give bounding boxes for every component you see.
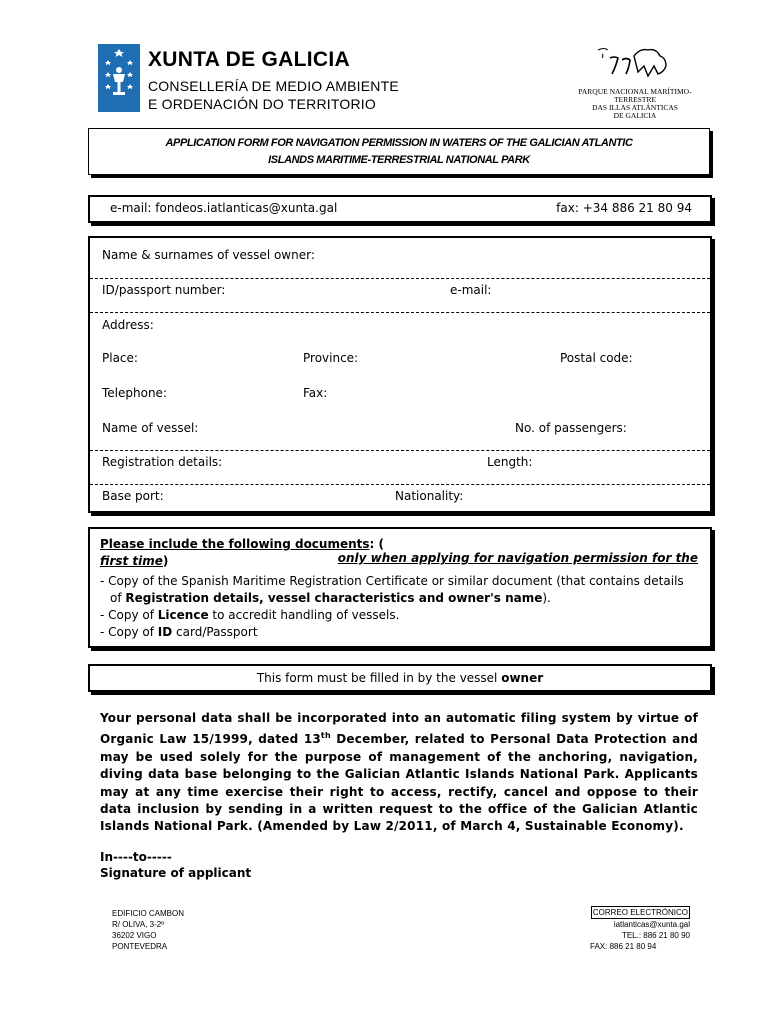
divider xyxy=(90,450,710,451)
brand-subtitle-line1: CONSELLERÍA DE MEDIO AMBIENTE xyxy=(148,78,399,94)
province-label: Province: xyxy=(303,351,359,365)
id-passport-label: ID/passport number: xyxy=(102,283,226,297)
doc-item-bold: Licence xyxy=(157,608,209,622)
signature-label: Signature of applicant xyxy=(100,866,252,880)
postal-code-label: Postal code: xyxy=(560,351,633,365)
doc-item-text: - Copy of xyxy=(100,608,158,622)
document-item-2 xyxy=(100,608,399,622)
form-title-line1: APPLICATION FORM FOR NAVIGATION PERMISSION IN WATERS OF THE GALICIAN ATLANTIC xyxy=(165,137,633,149)
doc-item-bold: Registration details, vessel characteristics and owner's name xyxy=(125,591,543,605)
documents-heading-close: ) xyxy=(162,554,169,568)
form-title xyxy=(89,129,709,169)
footer-address-line: 36202 VIGO xyxy=(112,931,157,940)
fax-label: Fax: xyxy=(303,386,328,400)
divider xyxy=(90,484,710,485)
galicia-crest-logo xyxy=(98,44,140,112)
document-item-1-cont xyxy=(110,591,551,605)
national-park-name xyxy=(560,88,710,120)
doc-item-text: ). xyxy=(542,591,551,605)
privacy-statement xyxy=(100,710,698,836)
national-park-logo xyxy=(594,46,674,80)
documents-heading-cont xyxy=(100,554,168,568)
contact-fax: fax: +34 886 21 80 94 xyxy=(556,201,692,215)
documents-heading-note2: first time xyxy=(100,554,163,568)
contact-email: e-mail: fondeos.iatlanticas@xunta.gal xyxy=(110,201,338,215)
email-label: e-mail: xyxy=(450,283,492,297)
documents-heading-text: Please include the following documents xyxy=(100,537,370,551)
divider xyxy=(90,278,710,279)
doc-item-text: to accredit handling of vessels. xyxy=(208,608,400,622)
footer-email: iatlanticas@xunta.gal xyxy=(613,920,690,929)
registration-label: Registration details: xyxy=(102,455,223,469)
base-port-label: Base port: xyxy=(102,489,164,503)
footer-address-line: PONTEVEDRA xyxy=(112,942,168,951)
doc-item-text: card/Passport xyxy=(172,625,258,639)
park-line-1: PARQUE NACIONAL MARÍTIMO-TERRESTRE xyxy=(578,87,692,104)
place-date-line: In----to----- xyxy=(100,850,172,864)
park-line-3: DE GALICIA xyxy=(613,111,657,120)
place-label: Place: xyxy=(102,351,138,365)
owner-notice xyxy=(90,666,710,685)
privacy-text-2: December, related to Personal Data Protection and may be used solely for the purpose of management of the anchoring, navigation, diving data base belonging to the Galician Atlantic Islands National Park. Applicants may at any time exercise their right to access, rectify, cancel and oppose to their data inclusion by sending in a written request to the office of the Galician Atlantic Islands National Park. (Amended by Law 2/2011, of March 4, Sustainable Economy). xyxy=(100,732,698,834)
privacy-text-1: Your personal data shall be incorporated into an automatic filing system by virtue of Organic Law 15/1999, dated 13 xyxy=(100,711,698,747)
owner-notice-text: This form must be filled in by the vessel xyxy=(256,671,502,685)
footer-contact-header: CORREO ELECTRÓNICO xyxy=(592,908,688,917)
privacy-superscript: th xyxy=(320,731,331,741)
nationality-label: Nationality: xyxy=(395,489,464,503)
documents-heading-colon: : ( xyxy=(369,537,384,551)
documents-heading-note: only when applying for navigation permission for the xyxy=(337,551,698,565)
footer-fax: FAX: 886 21 80 94 xyxy=(590,942,657,951)
owner-notice-box xyxy=(88,664,712,692)
brand-title: XUNTA DE GALICIA xyxy=(148,48,350,71)
form-title-box xyxy=(88,128,710,175)
passengers-label: No. of passengers: xyxy=(515,421,627,435)
form-title-line2: ISLANDS MARITIME-TERRESTRIAL NATIONAL PARK xyxy=(268,154,530,166)
divider xyxy=(90,312,710,313)
required-documents-box xyxy=(88,527,712,648)
document-item-1: - Copy of the Spanish Maritime Registration Certificate or similar document (that contains details xyxy=(100,574,684,588)
documents-heading xyxy=(100,537,698,565)
doc-item-text: of xyxy=(110,591,126,605)
owner-name-label: Name & surnames of vessel owner: xyxy=(102,248,315,262)
document-item-3 xyxy=(100,625,258,639)
doc-item-bold: ID xyxy=(157,625,173,639)
contact-box xyxy=(88,195,712,223)
footer-address xyxy=(112,908,184,952)
applicant-form xyxy=(88,236,712,513)
park-line-2: DAS ILLAS ATLÁNTICAS xyxy=(592,103,678,112)
footer-telephone: TEL.: 886 21 80 90 xyxy=(621,931,690,940)
owner-notice-bold: owner xyxy=(501,671,544,685)
footer-contact xyxy=(560,906,690,952)
telephone-label: Telephone: xyxy=(102,386,167,400)
doc-item-text: - Copy of xyxy=(100,625,158,639)
footer-address-line: R/ OLIVA, 3-2º xyxy=(112,920,165,929)
length-label: Length: xyxy=(487,455,533,469)
vessel-name-label: Name of vessel: xyxy=(102,421,199,435)
footer-address-line: EDIFICIO CAMBON xyxy=(112,909,185,918)
address-label: Address: xyxy=(102,318,154,332)
brand-subtitle-line2: E ORDENACIÓN DO TERRITORIO xyxy=(148,96,376,112)
